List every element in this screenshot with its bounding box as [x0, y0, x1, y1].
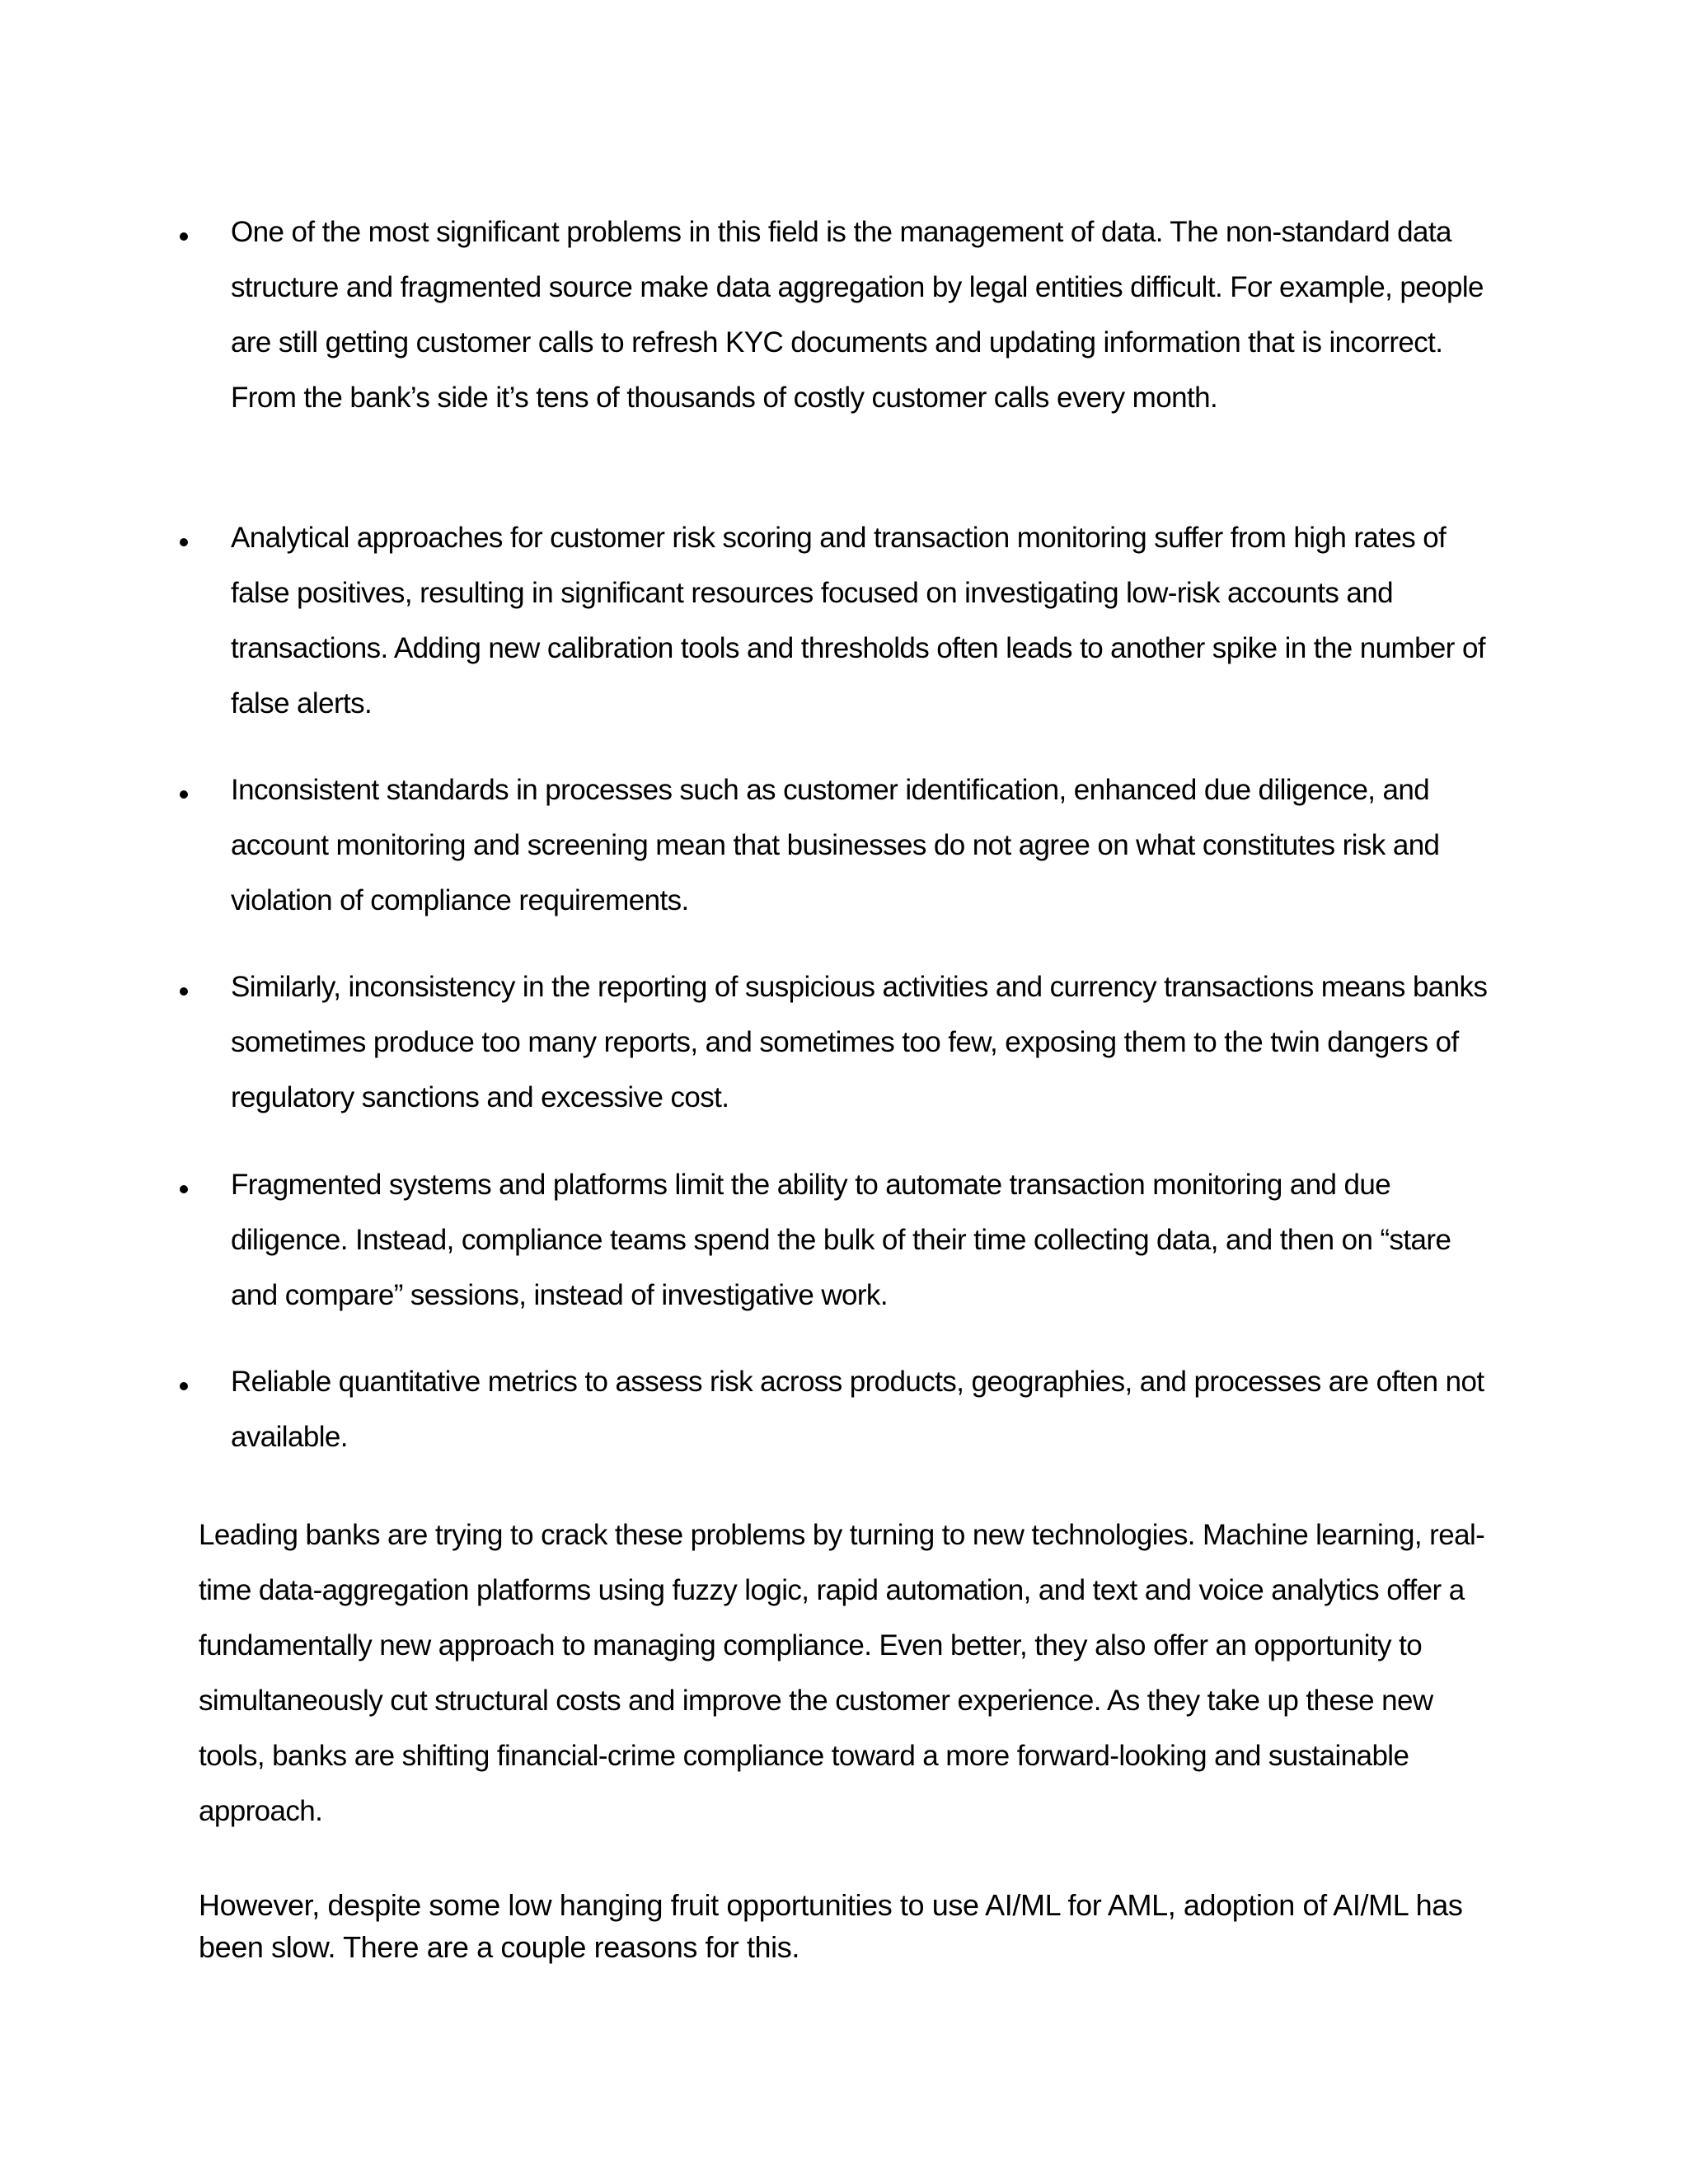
bullet-text: Similarly, inconsistency in the reporting of suspicious activities and currency transactions means banks sometimes produce too many reports, and sometimes too few, exposing them to the twin dangers of regulatory sanctions and excessive cost.	[231, 971, 1488, 1113]
bullet-text: Reliable quantitative metrics to assess risk across products, geographies, and processes are often not available.	[231, 1366, 1484, 1453]
closing-paragraph: However, despite some low hanging fruit opportunities to use AI/ML for AML, adoption of AI/ML has been slow. There are a couple reasons for this.	[199, 1888, 1463, 1964]
body-paragraph: Leading banks are trying to crack these problems by turning to new technologies. Machine learning, real-time data-aggregation platforms using fuzzy logic, rapid automation, and text and voice analytics offer a fundamentally new approach to managing compliance. Even better, they also offer an opportunity to simultaneously cut structural costs and improve the customer experience. As they take up these new tools, banks are shifting financial-crime compliance toward a more forward-looking and sustainable approach.	[199, 1519, 1485, 1827]
bullet-icon	[180, 987, 188, 996]
bullet-icon	[180, 538, 188, 546]
bullet-icon	[180, 790, 188, 799]
bullet-icon	[180, 1185, 188, 1193]
bullet-icon	[180, 1382, 188, 1390]
bullet-text: Analytical approaches for customer risk scoring and transaction monitoring suffer from high rates of false positives, resulting in significant resources focused on investigating low-risk accounts and transactions. Adding new calibration tools and thresholds often leads to another spike in the number of false alerts.	[231, 522, 1485, 719]
bullet-text: Inconsistent standards in processes such as customer identification, enhanced due diligence, and account monitoring and screening mean that businesses do not agree on what constitutes risk and violation of compliance requirements.	[231, 774, 1440, 916]
bullet-icon	[180, 232, 188, 241]
bullet-text: Fragmented systems and platforms limit the ability to automate transaction monitoring and due diligence. Instead, compliance teams spend the bulk of their time collecting data, and then on “stare and compare” sessions, instead of investigative work.	[231, 1169, 1451, 1311]
bullet-text: One of the most significant problems in this field is the management of data. The non-standard data structure and fragmented source make data aggregation by legal entities difficult. For example, people are still getting customer calls to refresh KYC documents and updating information that is incorrect. From the bank’s side it’s tens of thousands of costly customer calls every month.	[231, 216, 1484, 414]
